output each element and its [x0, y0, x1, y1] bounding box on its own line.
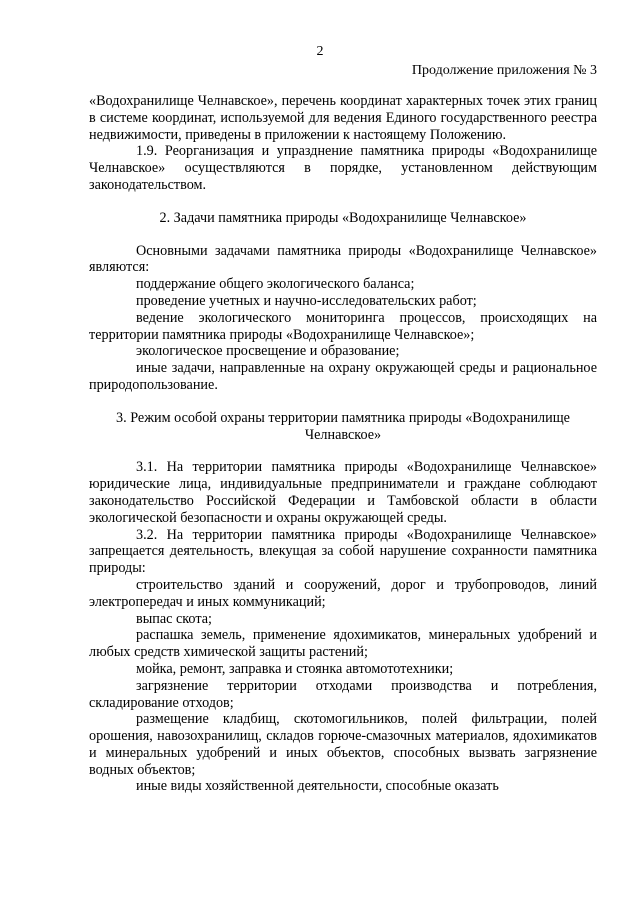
paragraph: Основными задачами памятника природы «Водохранилище Челнавское» являются:	[89, 242, 597, 276]
paragraph: «Водохранилище Челнавское», перечень координат характерных точек этих границ в системе координат, используемой для ведения Единого государственного реестра недвижимости, приведены в приложении к настоящему Положению.	[89, 93, 597, 143]
paragraph: поддержание общего экологического баланса;	[136, 276, 415, 293]
paragraph: размещение кладбищ, скотомогильников, полей фильтрации, полей орошения, навозохранилищ, складов горюче-смазочных материалов, ядохимикатов и минеральных удобрений и иных объектов, способных вызвать загрязнение водных объектов;	[89, 711, 597, 778]
page-number: 2	[316, 44, 324, 59]
paragraph: ведение экологического мониторинга процессов, происходящих на территории памятника природы «Водохранилище Челнавское»;	[89, 309, 597, 343]
paragraph: 3.1. На территории памятника природы «Водохранилище Челнавское» юридические лица, индивидуальные предприниматели и граждане соблюдают законодательство Российской Федерации и Тамбовской области в области экологической безопасности и охраны окружающей среды.	[89, 459, 597, 526]
spacer	[89, 394, 597, 410]
paragraph: экологическое просвещение и образование;	[136, 343, 400, 360]
paragraph: выпас скота;	[136, 610, 212, 627]
paragraph: 1.9. Реорганизация и упразднение памятника природы «Водохранилище Челнавское» осуществляются в порядке, установленном действующим законодательством.	[89, 143, 597, 193]
appendix-label: Продолжение приложения № 3	[411, 63, 597, 78]
paragraph: распашка земель, применение ядохимикатов, минеральных удобрений и любых средств химической защиты растений;	[89, 627, 597, 661]
paragraph: иные задачи, направленные на охрану окружающей среды и рациональное природопользование.	[89, 360, 597, 393]
spacer	[89, 194, 597, 210]
section-heading: 3. Режим особой охраны территории памятника природы «Водохранилище Челнавское»	[116, 409, 570, 443]
paragraph: загрязнение территории отходами производства и потребления, складирование отходов;	[89, 677, 597, 711]
paragraph: проведение учетных и научно-исследовательских работ;	[136, 292, 477, 309]
paragraph: строительство зданий и сооружений, дорог и трубопроводов, линий электропередач и иных коммуникаций;	[89, 576, 597, 610]
spacer	[89, 227, 597, 243]
paragraph: мойка, ремонт, заправка и стоянка автомототехники;	[136, 660, 454, 677]
spacer	[89, 443, 597, 459]
section-heading: 2. Задачи памятника природы «Водохранилище Челнавское»	[159, 209, 527, 226]
document-body	[89, 93, 597, 795]
paragraph: иные виды хозяйственной деятельности, способные оказать	[136, 778, 499, 795]
paragraph: 3.2. На территории памятника природы «Водохранилище Челнавское» запрещается деятельность, влекущая за собой нарушение сохранности памятника природы:	[89, 526, 597, 577]
